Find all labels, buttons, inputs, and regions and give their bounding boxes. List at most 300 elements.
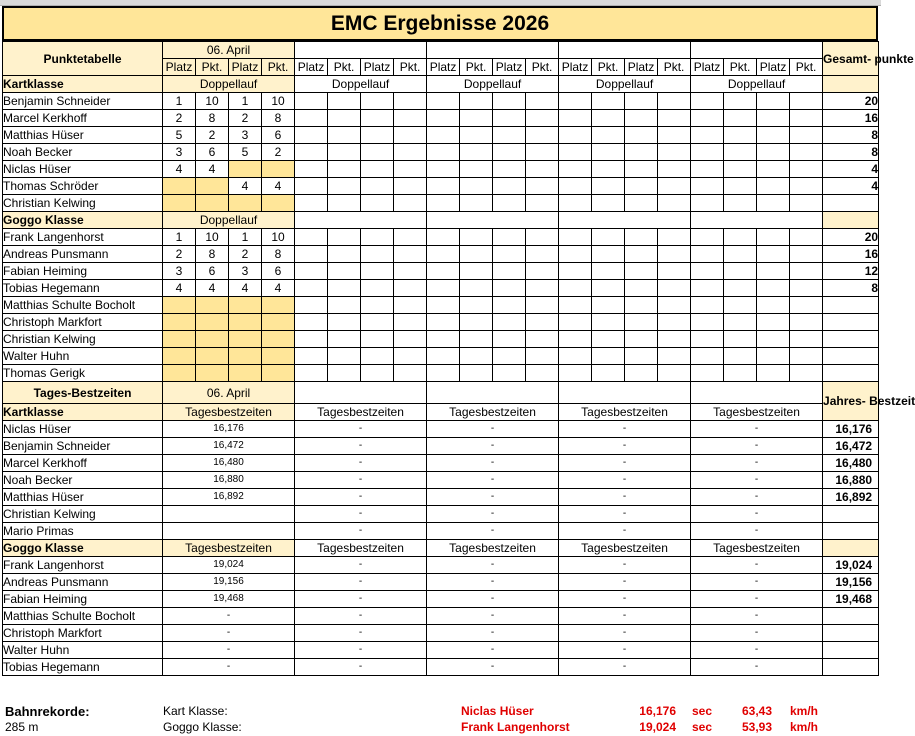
result-empty [790, 246, 823, 263]
total-points [823, 195, 879, 212]
result-empty [658, 331, 691, 348]
subheader-pkt: Pkt. [460, 59, 493, 76]
subheader-pkt: Pkt. [328, 59, 361, 76]
kart-record-time: 16,176 [639, 704, 676, 718]
day-best-time: - [295, 523, 427, 540]
day-best-time: - [559, 591, 691, 608]
result-empty [691, 246, 724, 263]
day-best-time: 19,468 [163, 591, 295, 608]
result-k1: 8 [196, 246, 229, 263]
subheader-pkt: Pkt. [526, 59, 559, 76]
result-empty [625, 93, 658, 110]
result-p2 [229, 297, 262, 314]
day-best-time: - [295, 591, 427, 608]
day-best-header: Tagesbestzeiten [427, 540, 559, 557]
result-empty [427, 246, 460, 263]
track-records [0, 700, 881, 736]
result-empty [493, 144, 526, 161]
result-p2 [229, 195, 262, 212]
result-empty [724, 229, 757, 246]
table-row [3, 404, 879, 421]
result-p2: 2 [229, 110, 262, 127]
year-best-time [823, 625, 879, 642]
result-k1 [196, 314, 229, 331]
day-best-time: - [427, 438, 559, 455]
result-empty [394, 246, 427, 263]
driver-name: Christoph Markfort [3, 625, 163, 642]
result-empty [427, 314, 460, 331]
day-best-time: - [691, 455, 823, 472]
race-label-empty [295, 212, 427, 229]
race-label-empty [691, 212, 823, 229]
result-empty [658, 127, 691, 144]
result-empty [361, 195, 394, 212]
total-points: 8 [823, 127, 879, 144]
result-empty [724, 144, 757, 161]
result-empty [361, 127, 394, 144]
result-empty [625, 178, 658, 195]
result-empty [691, 297, 724, 314]
result-empty [592, 365, 625, 382]
result-empty [394, 195, 427, 212]
table-row [3, 523, 879, 540]
table-row [3, 438, 879, 455]
result-empty [658, 144, 691, 161]
subheader-pkt: Pkt. [658, 59, 691, 76]
result-empty [724, 297, 757, 314]
driver-name: Frank Langenhorst [3, 557, 163, 574]
table-row [3, 93, 879, 110]
result-empty [493, 178, 526, 195]
result-empty [592, 246, 625, 263]
result-empty [691, 263, 724, 280]
class-label: Kartklasse [3, 404, 163, 421]
result-empty [295, 246, 328, 263]
result-empty [361, 93, 394, 110]
result-empty [460, 246, 493, 263]
total-points: 16 [823, 110, 879, 127]
result-empty [724, 178, 757, 195]
kart-record-speed-unit: km/h [790, 704, 819, 718]
best-date-empty [295, 382, 427, 404]
result-empty [625, 365, 658, 382]
result-k1 [196, 178, 229, 195]
result-empty [361, 246, 394, 263]
result-empty [724, 161, 757, 178]
result-empty [295, 314, 328, 331]
day-best-time: - [691, 591, 823, 608]
result-empty [757, 110, 790, 127]
result-empty [493, 161, 526, 178]
result-empty [757, 161, 790, 178]
result-k2: 6 [262, 127, 295, 144]
year-best-time: 16,480 [823, 455, 879, 472]
result-empty [460, 280, 493, 297]
result-p1: 4 [163, 280, 196, 297]
day-best-time: - [295, 659, 427, 676]
result-empty [658, 93, 691, 110]
result-empty [295, 195, 328, 212]
driver-name: Frank Langenhorst [3, 229, 163, 246]
result-empty [394, 365, 427, 382]
day-best-time: - [559, 472, 691, 489]
result-p1 [163, 314, 196, 331]
result-empty [361, 144, 394, 161]
result-empty [295, 348, 328, 365]
result-empty [295, 365, 328, 382]
result-k2 [262, 161, 295, 178]
result-empty [790, 93, 823, 110]
result-empty [427, 144, 460, 161]
year-best-time: 16,880 [823, 472, 879, 489]
result-empty [328, 263, 361, 280]
table-row [3, 246, 879, 263]
result-empty [394, 161, 427, 178]
day-best-time: - [691, 472, 823, 489]
result-p1: 5 [163, 127, 196, 144]
result-empty [757, 144, 790, 161]
total-points: 8 [823, 280, 879, 297]
result-empty [757, 314, 790, 331]
result-empty [790, 297, 823, 314]
day-best-time: - [691, 489, 823, 506]
result-p2: 3 [229, 263, 262, 280]
total-points: 20 [823, 93, 879, 110]
subheader-pkt: Pkt. [790, 59, 823, 76]
year-best-time [823, 642, 879, 659]
result-empty [526, 195, 559, 212]
result-empty [493, 229, 526, 246]
result-k2: 10 [262, 93, 295, 110]
day-best-time: - [427, 642, 559, 659]
result-empty [757, 178, 790, 195]
year-best-time [823, 659, 879, 676]
result-empty [724, 348, 757, 365]
table-row [3, 297, 879, 314]
result-k1: 4 [196, 161, 229, 178]
result-empty [460, 365, 493, 382]
result-empty [361, 297, 394, 314]
result-empty [328, 246, 361, 263]
result-empty [295, 127, 328, 144]
result-empty [658, 246, 691, 263]
result-empty [559, 110, 592, 127]
result-empty [724, 93, 757, 110]
total-points: 8 [823, 144, 879, 161]
day-best-header: Tagesbestzeiten [559, 540, 691, 557]
result-empty [592, 93, 625, 110]
race-label: Doppellauf [163, 76, 295, 93]
driver-name: Andreas Punsmann [3, 246, 163, 263]
result-empty [691, 110, 724, 127]
class-label: Goggo Klasse [3, 212, 163, 229]
driver-name: Niclas Hüser [3, 161, 163, 178]
day-best-time: - [559, 574, 691, 591]
driver-name: Matthias Hüser [3, 489, 163, 506]
result-empty [295, 263, 328, 280]
total-points: 20 [823, 229, 879, 246]
result-k1: 4 [196, 280, 229, 297]
result-p1 [163, 331, 196, 348]
table-row [3, 574, 879, 591]
result-empty [790, 365, 823, 382]
subheader-platz: Platz [295, 59, 328, 76]
subheader-platz: Platz [559, 59, 592, 76]
result-empty [757, 365, 790, 382]
result-empty [691, 365, 724, 382]
result-p2 [229, 161, 262, 178]
result-empty [493, 365, 526, 382]
table-row [3, 331, 879, 348]
day-best-time: - [427, 489, 559, 506]
day-best-time: 16,880 [163, 472, 295, 489]
day-best-time: - [559, 421, 691, 438]
result-empty [724, 280, 757, 297]
day-best-time: - [559, 642, 691, 659]
driver-name: Matthias Hüser [3, 127, 163, 144]
result-empty [361, 314, 394, 331]
race-label-empty [559, 212, 691, 229]
result-empty [460, 348, 493, 365]
year-best-time [823, 506, 879, 523]
year-best-time [823, 608, 879, 625]
result-empty [592, 178, 625, 195]
result-k2: 10 [262, 229, 295, 246]
result-k1 [196, 195, 229, 212]
result-empty [427, 161, 460, 178]
table-row [3, 144, 879, 161]
result-empty [559, 229, 592, 246]
day-best-time: - [559, 438, 691, 455]
result-empty [460, 161, 493, 178]
result-empty [493, 314, 526, 331]
day-best-time: 19,024 [163, 557, 295, 574]
day-best-time: - [559, 523, 691, 540]
kart-record-name: Niclas Hüser [461, 704, 534, 718]
result-k2 [262, 348, 295, 365]
result-empty [790, 127, 823, 144]
result-p1: 4 [163, 161, 196, 178]
result-empty [328, 195, 361, 212]
day-best-time [163, 523, 295, 540]
driver-name: Noah Becker [3, 472, 163, 489]
day-best-time: - [295, 574, 427, 591]
driver-name: Marcel Kerkhoff [3, 110, 163, 127]
goggo-record-time: 19,024 [639, 720, 676, 734]
result-k1: 2 [196, 127, 229, 144]
result-empty [559, 331, 592, 348]
race-label: Doppellauf [295, 76, 427, 93]
day-best-time: - [427, 591, 559, 608]
result-empty [460, 110, 493, 127]
result-empty [427, 195, 460, 212]
driver-name: Christian Kelwing [3, 195, 163, 212]
day-best-time: - [295, 421, 427, 438]
day-best-header: Tagesbestzeiten [691, 540, 823, 557]
total-empty [823, 212, 879, 229]
driver-name: Tobias Hegemann [3, 280, 163, 297]
day-best-time: - [295, 642, 427, 659]
driver-name: Andreas Punsmann [3, 574, 163, 591]
result-empty [328, 161, 361, 178]
table-row [3, 195, 879, 212]
driver-name: Walter Huhn [3, 642, 163, 659]
result-empty [394, 263, 427, 280]
day-best-time: - [427, 557, 559, 574]
result-empty [493, 331, 526, 348]
result-p2: 1 [229, 229, 262, 246]
result-empty [724, 314, 757, 331]
goggo-record-speed-unit: km/h [790, 720, 819, 734]
day-best-time: - [295, 557, 427, 574]
day-best-header: Tagesbestzeiten [295, 540, 427, 557]
result-empty [625, 331, 658, 348]
result-empty [460, 331, 493, 348]
table-row [3, 421, 879, 438]
day-best-header: Tagesbestzeiten [163, 540, 295, 557]
result-empty [526, 280, 559, 297]
result-empty [493, 246, 526, 263]
result-empty [790, 348, 823, 365]
result-empty [427, 93, 460, 110]
best-date-empty [691, 382, 823, 404]
year-best-time: 16,176 [823, 421, 879, 438]
subheader-pkt: Pkt. [196, 59, 229, 76]
result-empty [592, 127, 625, 144]
total-points: 4 [823, 161, 879, 178]
result-empty [658, 348, 691, 365]
result-empty [460, 93, 493, 110]
result-empty [790, 263, 823, 280]
result-empty [427, 348, 460, 365]
result-p2: 3 [229, 127, 262, 144]
day-best-time: - [691, 557, 823, 574]
day-best-time: - [691, 625, 823, 642]
result-empty [592, 331, 625, 348]
goggo-record-label: Goggo Klasse: [163, 720, 242, 734]
day-best-time: - [427, 455, 559, 472]
result-empty [691, 348, 724, 365]
day-best-time: - [559, 489, 691, 506]
table-row [3, 212, 879, 229]
driver-name: Fabian Heiming [3, 591, 163, 608]
table-row [3, 455, 879, 472]
table-row [3, 42, 879, 59]
result-empty [757, 93, 790, 110]
result-empty [361, 178, 394, 195]
result-empty [361, 365, 394, 382]
result-empty [559, 144, 592, 161]
result-empty [658, 110, 691, 127]
result-empty [625, 144, 658, 161]
result-empty [757, 280, 790, 297]
result-empty [559, 348, 592, 365]
subheader-platz: Platz [229, 59, 262, 76]
best-date-empty [427, 382, 559, 404]
table-row [3, 365, 879, 382]
day-best-time: - [295, 489, 427, 506]
result-empty [757, 348, 790, 365]
result-empty [361, 263, 394, 280]
result-p1 [163, 178, 196, 195]
table-row [3, 76, 879, 93]
result-empty [526, 314, 559, 331]
day-best-time: - [691, 421, 823, 438]
result-empty [328, 144, 361, 161]
result-empty [427, 127, 460, 144]
result-k2 [262, 314, 295, 331]
result-empty [328, 331, 361, 348]
best-date: 06. April [163, 382, 295, 404]
result-empty [625, 348, 658, 365]
result-empty [757, 246, 790, 263]
race-label: Doppellauf [691, 76, 823, 93]
day-best-time: 16,892 [163, 489, 295, 506]
result-empty [460, 127, 493, 144]
day-best-time: - [691, 642, 823, 659]
result-empty [460, 229, 493, 246]
race-label: Doppellauf [559, 76, 691, 93]
result-empty [295, 110, 328, 127]
day-best-time: - [427, 472, 559, 489]
goggo-record-name: Frank Langenhorst [461, 720, 570, 734]
result-empty [625, 246, 658, 263]
result-empty [328, 229, 361, 246]
kart-record-speed: 63,43 [741, 704, 772, 718]
result-empty [526, 229, 559, 246]
result-empty [592, 161, 625, 178]
result-empty [427, 297, 460, 314]
race-label: Doppellauf [427, 76, 559, 93]
result-k1 [196, 348, 229, 365]
result-empty [790, 331, 823, 348]
driver-name: Mario Primas [3, 523, 163, 540]
driver-name: Christian Kelwing [3, 331, 163, 348]
result-empty [658, 229, 691, 246]
result-empty [625, 314, 658, 331]
event-date-empty [427, 42, 559, 59]
result-k2: 8 [262, 246, 295, 263]
result-p1: 2 [163, 246, 196, 263]
result-p2: 4 [229, 178, 262, 195]
table-row [3, 591, 879, 608]
day-best-time: - [295, 506, 427, 523]
day-best-time: - [691, 574, 823, 591]
day-best-time: - [295, 608, 427, 625]
result-p2 [229, 365, 262, 382]
day-best-time: - [163, 642, 295, 659]
driver-name: Thomas Gerigk [3, 365, 163, 382]
day-best-time [163, 506, 295, 523]
driver-name: Noah Becker [3, 144, 163, 161]
result-p1 [163, 348, 196, 365]
result-empty [625, 229, 658, 246]
result-empty [361, 280, 394, 297]
result-empty [460, 314, 493, 331]
day-best-time: - [559, 557, 691, 574]
year-best-time: 19,468 [823, 591, 879, 608]
race-label: Doppellauf [163, 212, 295, 229]
result-empty [691, 331, 724, 348]
result-empty [328, 348, 361, 365]
result-empty [526, 178, 559, 195]
result-empty [460, 297, 493, 314]
result-empty [526, 110, 559, 127]
result-empty [757, 229, 790, 246]
driver-name: Matthias Schulte Bocholt [3, 297, 163, 314]
table-row [3, 557, 879, 574]
table-row [3, 625, 879, 642]
